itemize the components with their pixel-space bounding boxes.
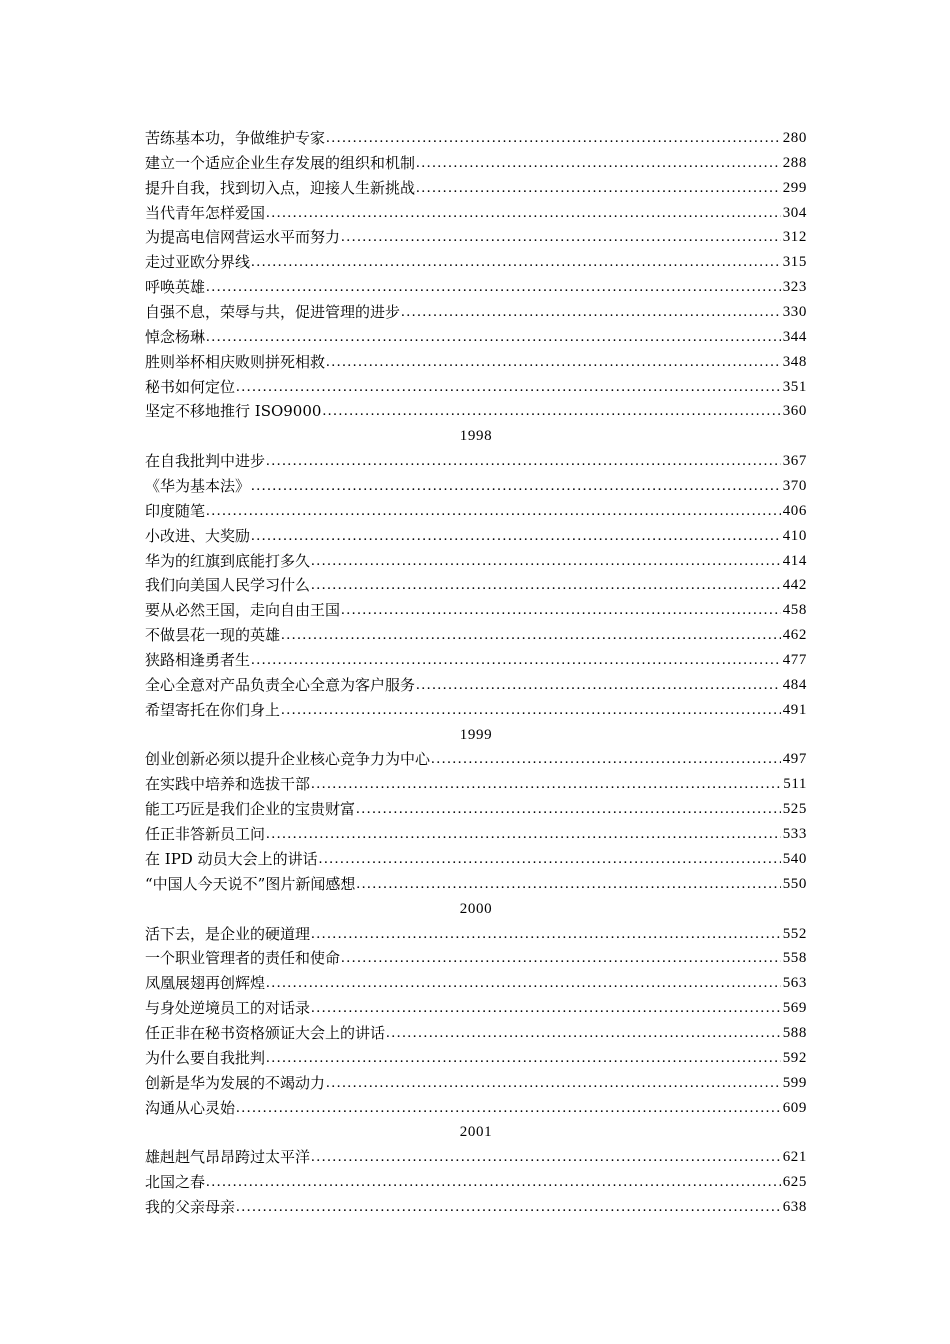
- toc-entry-title: 当代青年怎样爱国: [145, 203, 266, 222]
- toc-entry-title: 小改进、大奖励: [145, 526, 251, 545]
- toc-entry-page-number: 552: [782, 925, 807, 942]
- toc-entry-title: 呼唤英雄: [145, 278, 206, 297]
- toc-entry[interactable]: [145, 797, 807, 822]
- toc-entry-page-number: 497: [782, 751, 807, 768]
- toc-entry-title: 能工巧匠是我们企业的宝贵财富: [145, 800, 356, 819]
- toc-entry-title: 雄赳赳气昂昂跨过太平洋: [145, 1148, 311, 1167]
- toc-entry-title: 狭路相逢勇者生: [145, 651, 251, 670]
- toc-entry-page-number: 370: [782, 478, 807, 495]
- toc-entry-title: 全心全意对产品负责全心全意为客户服务: [145, 675, 416, 694]
- toc-entry[interactable]: [145, 275, 807, 300]
- toc-entry-title: 在实践中培养和选拔干部: [145, 775, 311, 794]
- toc-entry-page-number: 414: [782, 552, 807, 569]
- toc-entry-page-number: 462: [782, 627, 807, 644]
- toc-entry[interactable]: [145, 399, 807, 424]
- toc-entry[interactable]: [145, 201, 807, 226]
- dot-leader: [341, 946, 781, 971]
- dot-leader: [356, 797, 781, 822]
- toc-entry[interactable]: [145, 822, 807, 847]
- toc-entry-title: 沟通从心灵始: [145, 1098, 236, 1117]
- toc-entry[interactable]: [145, 300, 807, 325]
- toc-entry-title: 悼念杨琳: [145, 327, 206, 346]
- toc-entry[interactable]: [145, 499, 807, 524]
- dot-leader: [416, 176, 781, 201]
- toc-entry-page-number: 360: [782, 403, 807, 420]
- dot-leader: [266, 449, 781, 474]
- toc-entry-page-number: 533: [782, 826, 807, 843]
- toc-entry[interactable]: [145, 698, 807, 723]
- toc-entry-page-number: 540: [782, 850, 807, 867]
- toc-entry-page-number: 323: [782, 279, 807, 296]
- toc-entry-title: 《华为基本法》: [145, 477, 251, 496]
- dot-leader: [416, 673, 781, 698]
- toc-entry-title: 我们向美国人民学习什么: [145, 576, 311, 595]
- table-of-contents: [145, 126, 807, 1220]
- toc-entry[interactable]: [145, 1046, 807, 1071]
- toc-entry-title: 坚定不移地推行 ISO9000: [145, 402, 322, 421]
- toc-entry-page-number: 312: [782, 229, 807, 246]
- toc-entry-page-number: 621: [782, 1149, 807, 1166]
- toc-entry[interactable]: [145, 747, 807, 772]
- toc-entry-title: 创业创新必须以提升企业核心竞争力为中心: [145, 750, 431, 769]
- toc-entry[interactable]: [145, 151, 807, 176]
- toc-entry-page-number: 525: [782, 801, 807, 818]
- toc-entry[interactable]: [145, 772, 807, 797]
- toc-entry[interactable]: [145, 847, 807, 872]
- year-heading: 1999: [459, 726, 493, 743]
- year-heading: 2000: [459, 900, 493, 917]
- toc-entry-page-number: 609: [782, 1099, 807, 1116]
- dot-leader: [311, 922, 781, 947]
- dot-leader: [322, 399, 780, 424]
- toc-entry[interactable]: [145, 449, 807, 474]
- toc-entry-page-number: 563: [782, 975, 807, 992]
- toc-entry[interactable]: [145, 524, 807, 549]
- toc-entry-title: 活下去，是企业的硬道理: [145, 924, 311, 943]
- dot-leader: [326, 350, 781, 375]
- toc-entry-page-number: 638: [782, 1198, 807, 1215]
- toc-entry-title: 要从必然王国，走向自由王国: [145, 601, 341, 620]
- dot-leader: [251, 648, 781, 673]
- toc-entry-title: 苦练基本功，争做维护专家: [145, 129, 326, 147]
- toc-entry-title: “中国人今天说不”图片新闻感想: [145, 874, 356, 893]
- toc-entry[interactable]: [145, 1021, 807, 1046]
- toc-entry-title: 为什么要自我批判: [145, 1048, 266, 1067]
- dot-leader: [251, 524, 781, 549]
- toc-entry-page-number: 558: [782, 950, 807, 967]
- toc-entry-title: 走过亚欧分界线: [145, 253, 251, 272]
- toc-entry-page-number: 304: [782, 204, 807, 221]
- dot-leader: [401, 300, 781, 325]
- toc-entry[interactable]: [145, 126, 807, 151]
- dot-leader: [266, 201, 781, 226]
- dot-leader: [326, 1071, 781, 1096]
- dot-leader: [251, 250, 781, 275]
- toc-entry[interactable]: [145, 375, 807, 400]
- toc-entry-title: 为提高电信网营运水平而努力: [145, 228, 341, 247]
- dot-leader: [341, 598, 781, 623]
- dot-leader: [266, 1046, 781, 1071]
- toc-entry-page-number: 550: [782, 875, 807, 892]
- toc-entry-page-number: 348: [782, 353, 807, 370]
- dot-leader: [341, 225, 781, 250]
- dot-leader: [319, 847, 781, 872]
- dot-leader: [266, 822, 781, 847]
- year-heading: 1998: [459, 428, 493, 445]
- toc-entry-page-number: 592: [782, 1049, 807, 1066]
- toc-entry-page-number: 458: [782, 602, 807, 619]
- toc-entry-page-number: 625: [782, 1174, 807, 1191]
- toc-entry[interactable]: [145, 573, 807, 598]
- toc-entry[interactable]: [145, 971, 807, 996]
- toc-entry[interactable]: [145, 996, 807, 1021]
- toc-entry-page-number: 588: [782, 1024, 807, 1041]
- dot-leader: [266, 971, 781, 996]
- toc-entry-page-number: 315: [782, 254, 807, 271]
- dot-leader: [251, 474, 781, 499]
- toc-entry[interactable]: [145, 1170, 807, 1195]
- toc-entry[interactable]: [145, 872, 807, 897]
- toc-entry[interactable]: [145, 1071, 807, 1096]
- toc-entry[interactable]: [145, 946, 807, 971]
- dot-leader: [431, 747, 781, 772]
- toc-entry-title: 希望寄托在你们身上: [145, 700, 281, 719]
- year-heading: 2001: [459, 1124, 493, 1141]
- toc-entry-page-number: 280: [782, 130, 807, 146]
- dot-leader: [281, 623, 781, 648]
- toc-entry-page-number: 511: [783, 776, 807, 793]
- toc-entry-page-number: 410: [782, 527, 807, 544]
- toc-entry-page-number: 330: [782, 304, 807, 321]
- dot-leader: [206, 1170, 781, 1195]
- dot-leader: [206, 275, 781, 300]
- toc-entry-title: 任正非答新员工问: [145, 825, 266, 844]
- toc-entry-page-number: 367: [782, 453, 807, 470]
- toc-entry-page-number: 484: [782, 676, 807, 693]
- toc-entry-title: 一个职业管理者的责任和使命: [145, 949, 341, 968]
- toc-entry[interactable]: [145, 1096, 807, 1121]
- toc-entry[interactable]: [145, 250, 807, 275]
- toc-entry-page-number: 406: [782, 502, 807, 519]
- toc-entry-title: 与身处逆境员工的对话录: [145, 999, 311, 1018]
- toc-entry-title: 不做昙花一现的英雄: [145, 626, 281, 645]
- dot-leader: [311, 772, 781, 797]
- toc-entry-title: 建立一个适应企业生存发展的组织和机制: [145, 153, 416, 172]
- toc-entry[interactable]: [145, 598, 807, 623]
- toc-entry-page-number: 599: [782, 1074, 807, 1091]
- toc-entry-title: 北国之春: [145, 1173, 206, 1192]
- dot-leader: [311, 549, 781, 574]
- toc-entry-page-number: 491: [782, 701, 807, 718]
- toc-entry-page-number: 442: [782, 577, 807, 594]
- toc-entry[interactable]: [145, 325, 807, 350]
- dot-leader: [326, 126, 781, 151]
- toc-entry-title: 我的父亲母亲: [145, 1197, 236, 1216]
- toc-entry-title: 印度随笔: [145, 501, 206, 520]
- toc-entry-page-number: 477: [782, 652, 807, 669]
- toc-entry[interactable]: [145, 648, 807, 673]
- toc-entry-title: 在自我批判中进步: [145, 452, 266, 471]
- dot-leader: [236, 1096, 781, 1121]
- toc-entry[interactable]: [145, 474, 807, 499]
- toc-entry-title: 自强不息，荣辱与共，促进管理的进步: [145, 303, 401, 322]
- toc-entry-page-number: 351: [782, 378, 807, 395]
- toc-entry[interactable]: [145, 1195, 807, 1220]
- toc-entry[interactable]: [145, 350, 807, 375]
- dot-leader: [206, 499, 781, 524]
- dot-leader: [416, 151, 781, 176]
- toc-entry-title: 提升自我，找到切入点，迎接人生新挑战: [145, 178, 416, 197]
- toc-entry[interactable]: [145, 623, 807, 648]
- toc-entry-title: 凤凰展翅再创辉煌: [145, 974, 266, 993]
- toc-entry-title: 任正非在秘书资格颁证大会上的讲话: [145, 1023, 386, 1042]
- toc-entry[interactable]: [145, 1145, 807, 1170]
- dot-leader: [206, 325, 781, 350]
- toc-entry-title: 华为的红旗到底能打多久: [145, 551, 311, 570]
- dot-leader: [356, 872, 780, 897]
- dot-leader: [311, 996, 781, 1021]
- dot-leader: [236, 1195, 781, 1220]
- toc-entry-page-number: 288: [782, 154, 807, 171]
- dot-leader: [386, 1021, 781, 1046]
- toc-entry-title: 胜则举杯相庆败则拼死相救: [145, 352, 326, 371]
- toc-entry[interactable]: [145, 922, 807, 947]
- toc-entry[interactable]: [145, 176, 807, 201]
- toc-entry-page-number: 299: [782, 179, 807, 196]
- toc-entry-title: 在 IPD 动员大会上的讲话: [145, 849, 318, 868]
- dot-leader: [281, 698, 781, 723]
- toc-entry-title: 秘书如何定位: [145, 377, 236, 396]
- toc-entry[interactable]: [145, 673, 807, 698]
- dot-leader: [311, 573, 781, 598]
- dot-leader: [236, 375, 781, 400]
- toc-entry[interactable]: [145, 225, 807, 250]
- toc-entry[interactable]: [145, 549, 807, 574]
- toc-entry-page-number: 344: [782, 328, 807, 345]
- toc-entry-page-number: 569: [782, 1000, 807, 1017]
- toc-entry-title: 创新是华为发展的不竭动力: [145, 1073, 326, 1092]
- dot-leader: [311, 1145, 781, 1170]
